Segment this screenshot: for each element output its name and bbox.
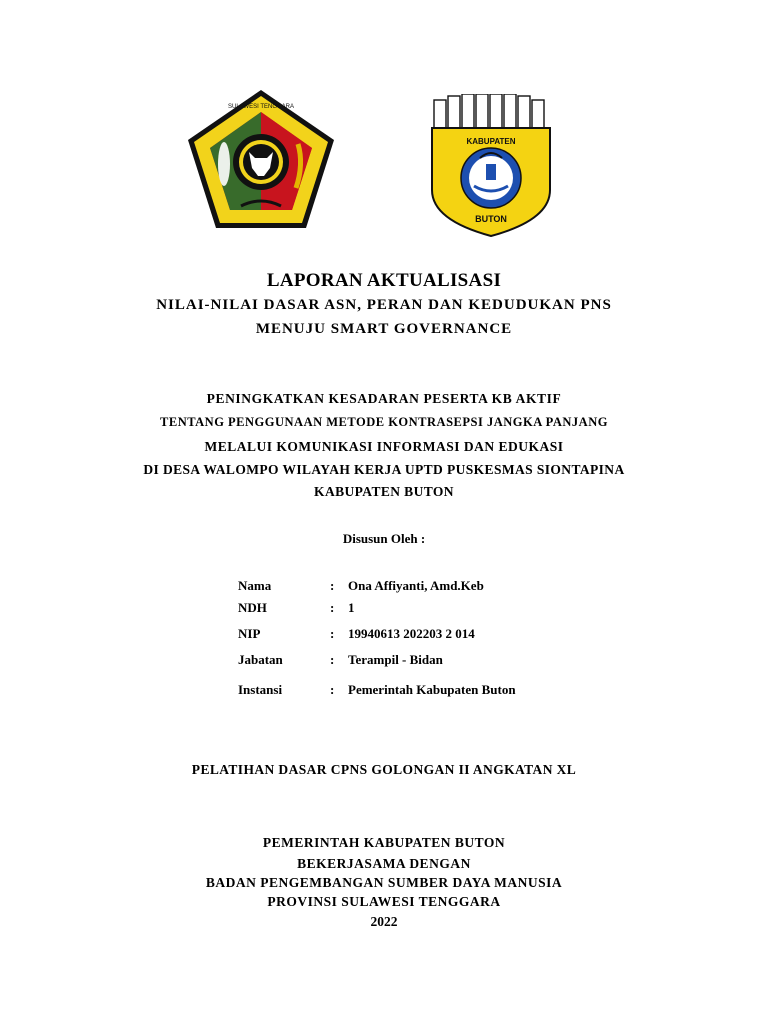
subject-line-5: KABUPATEN BUTON <box>314 484 454 499</box>
footer-year: 2022 <box>370 914 398 929</box>
footer-line-1: PEMERINTAH KABUPATEN BUTON <box>262 835 506 850</box>
subject-line-3: MELALUI KOMUNIKASI INFORMASI DAN EDUKASI <box>204 439 564 454</box>
footer-line-4: PROVINSI SULAWESI TENGGARA <box>267 894 501 909</box>
emblem-bottom-text: BUTON <box>475 214 507 224</box>
report-title: LAPORAN AKTUALISASI <box>266 270 502 291</box>
compiled-by-label: Disusun Oleh : <box>342 531 426 546</box>
info-colon: : <box>330 600 335 615</box>
info-label: Nama <box>238 578 272 593</box>
info-value: 19940613 202203 2 014 <box>348 626 475 641</box>
training-title: PELATIHAN DASAR CPNS GOLONGAN II ANGKATAN XL <box>191 762 577 777</box>
logos-row <box>0 88 768 238</box>
info-value: Ona Affiyanti, Amd.Keb <box>348 578 484 593</box>
report-subtitle-line-2: MENUJU SMART GOVERNANCE <box>255 321 513 337</box>
info-label: Instansi <box>238 682 283 697</box>
emblem-ring-text: SULAWESI TENGGARA <box>227 104 295 110</box>
info-value: Terampil - Bidan <box>348 652 443 667</box>
info-colon: : <box>330 626 335 641</box>
info-label: Jabatan <box>238 652 283 667</box>
footer-line-2: BEKERJASAMA DENGAN <box>297 856 471 871</box>
sulawesi-tenggara-emblem-icon <box>186 88 336 232</box>
emblem-top-text: KABUPATEN <box>466 137 516 146</box>
info-value: Pemerintah Kabupaten Buton <box>348 682 516 697</box>
subject-line-1: PENINGKATKAN KESADARAN PESERTA KB AKTIF <box>206 391 562 406</box>
info-label: NIP <box>238 626 261 641</box>
subject-line-2: TENTANG PENGGUNAAN METODE KONTRASEPSI JANGKA PANJANG <box>160 415 608 429</box>
report-subtitle-line-1: NILAI-NILAI DASAR ASN, PERAN DAN KEDUDUKAN PNS <box>156 297 612 313</box>
subject-line-4: DI DESA WALOMPO WILAYAH KERJA UPTD PUSKESMAS SIONTAPINA <box>143 462 625 477</box>
info-colon: : <box>330 652 335 667</box>
info-value: 1 <box>348 600 355 615</box>
buton-regency-emblem-icon <box>428 94 554 238</box>
info-label: NDH <box>238 600 267 615</box>
info-colon: : <box>330 682 335 697</box>
info-colon: : <box>330 578 335 593</box>
footer-line-3: BADAN PENGEMBANGAN SUMBER DAYA MANUSIA <box>205 875 563 890</box>
